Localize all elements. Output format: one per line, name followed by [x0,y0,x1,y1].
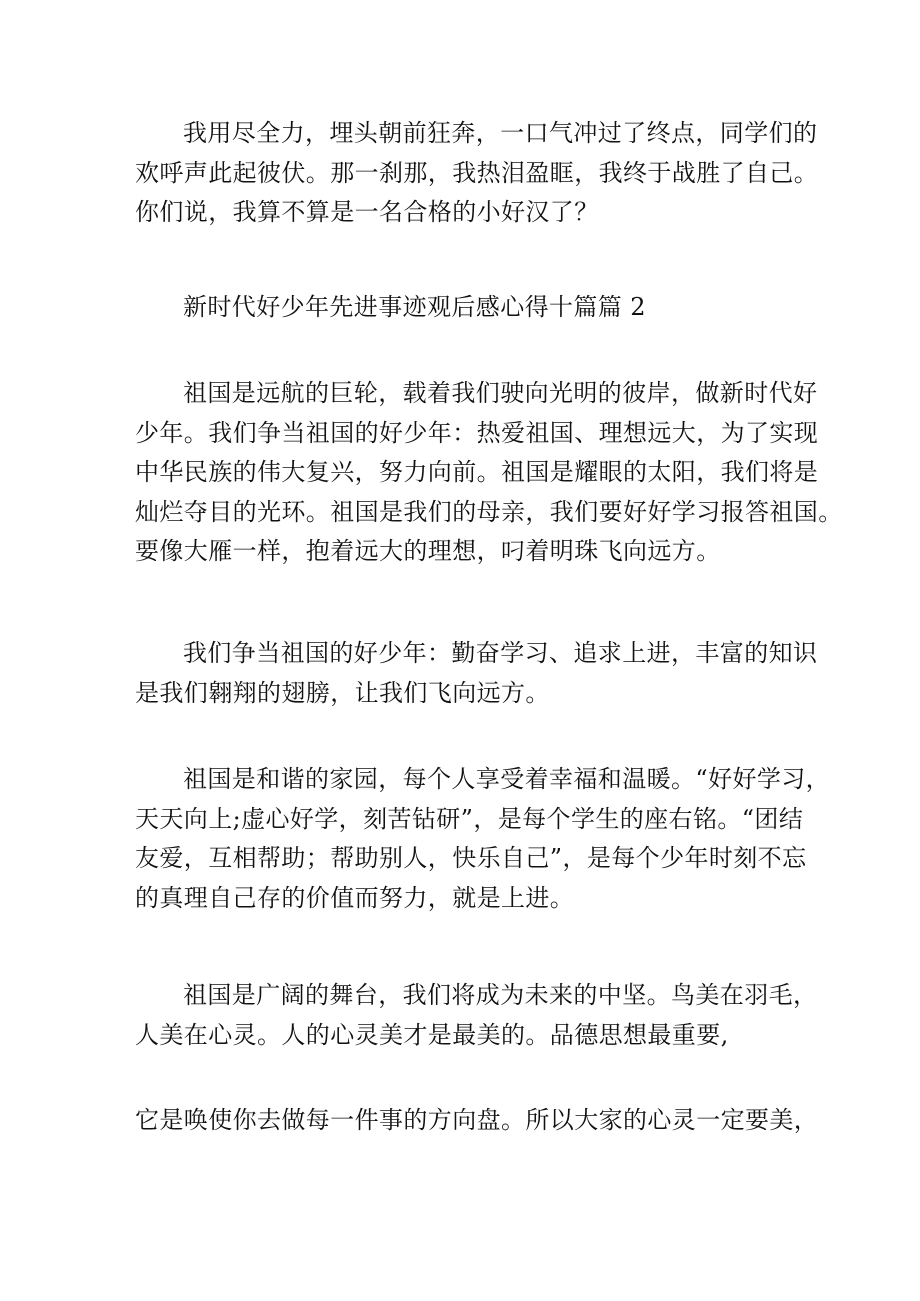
text-line: 你们说，我算不算是一名合格的小好汉了？ [135,198,599,226]
paragraph-broad-stage [135,976,818,1055]
text-line: 少年。我们争当祖国的好少年：热爱祖国、理想远大，为了实现 [135,418,819,447]
text-line: 是我们翱翔的翅膀，让我们飞向远方。 [135,678,550,707]
text-line: 它是唤使你去做每一件事的方向盘。所以大家的心灵一定要美， [135,1106,819,1134]
paragraph-diligent-study [135,634,818,713]
text-line: 天天向上;虚心好学，刻苦钻研”，是每个学生的座右铭。“团结 [135,804,804,833]
text-line: 灿烂夺目的光环。祖国是我们的母亲，我们要好好学习报答祖国。 [135,497,843,526]
heading-text: 新时代好少年先进事迹观后感心得十篇篇 2 [183,293,646,321]
text-line: 我用尽全力，埋头朝前狂奔，一口气冲过了终点，同学们的 [183,119,818,147]
text-line: 欢呼声此起彼伏。那一刹那，我热泪盈眶，我终于战胜了自己。 [135,158,819,187]
text-line: 要像大雁一样，抱着远大的理想，叼着明珠飞向远方。 [135,537,721,565]
text-line: 祖国是广阔的舞台，我们将成为未来的中坚。鸟美在羽毛， [183,981,818,1009]
paragraph-harmonious-home [135,760,831,918]
paragraph-race-finish [135,114,819,233]
paragraph-compass [135,1101,819,1141]
text-line: 我们争当祖国的好少年：勤奋学习、追求上进，丰富的知识 [183,639,818,667]
section-heading [135,288,795,328]
text-line: 友爱，互相帮助；帮助别人，快乐自己”，是每个少年时刻不忘 [135,844,807,872]
text-line: 祖国是远航的巨轮，载着我们驶向光明的彼岸，做新时代好 [183,379,818,407]
paragraph-motherland-ship [135,374,843,572]
text-line: 祖国是和谐的家园，每个人享受着幸福和温暖。“好好学习， [183,765,831,793]
text-line: 人美在心灵。人的心灵美才是最美的。品德思想最重要, [135,1020,729,1049]
text-line: 的真理自己存的价值而努力，就是上进。 [135,883,575,912]
text-line: 中华民族的伟大复兴，努力向前。祖国是耀眼的太阳，我们将是 [135,458,819,486]
